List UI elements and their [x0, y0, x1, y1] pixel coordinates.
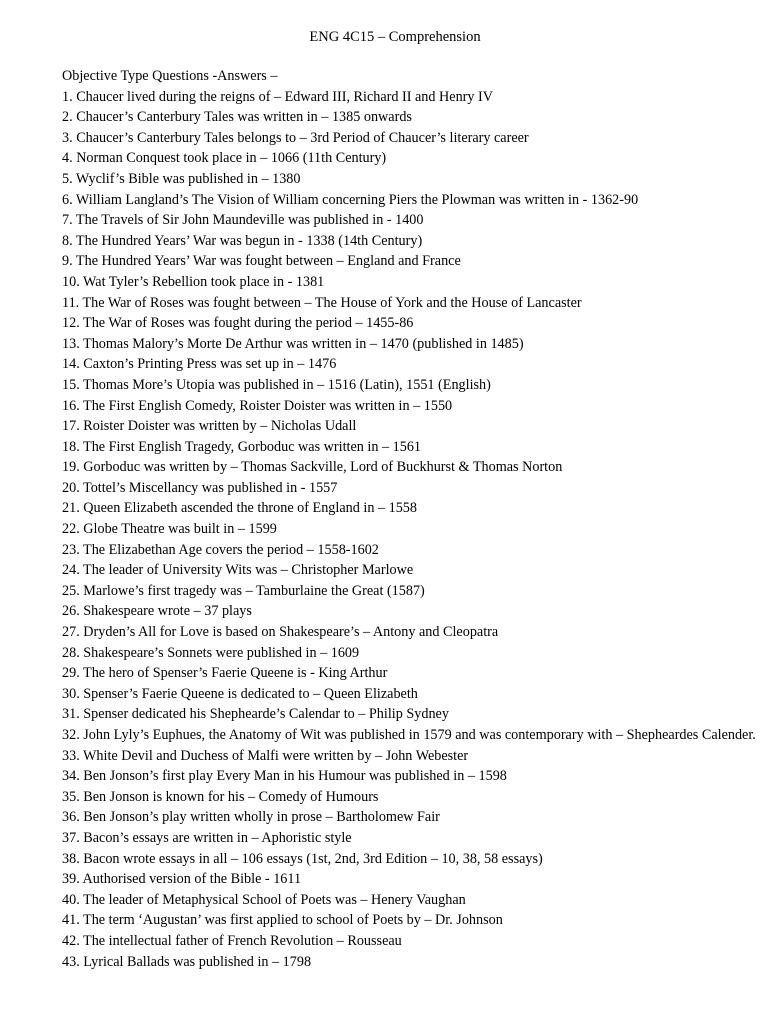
list-item: 9. The Hundred Years’ War was fought between – England and France	[62, 253, 461, 270]
list-item: 35. Ben Jonson is known for his – Comedy of Humours	[62, 788, 379, 805]
list-item: 34. Ben Jonson’s first play Every Man in his Humour was published in – 1598	[62, 768, 507, 785]
section-heading: Objective Type Questions -Answers –	[62, 68, 278, 84]
list-item: 2. Chaucer’s Canterbury Tales was written in – 1385 onwards	[62, 109, 412, 126]
list-item: 26. Shakespeare wrote – 37 plays	[62, 603, 252, 620]
list-item: 41. The term ‘Augustan’ was first applied to school of Poets by – Dr. Johnson	[62, 912, 503, 929]
list-item: 15. Thomas More’s Utopia was published in – 1516 (Latin), 1551 (English)	[62, 376, 491, 393]
list-item: 10. Wat Tyler’s Rebellion took place in - 1381	[62, 273, 325, 290]
list-item: 5. Wyclif’s Bible was published in – 1380	[62, 170, 301, 187]
list-item: 30. Spenser’s Faerie Queene is dedicated to – Queen Elizabeth	[62, 685, 418, 702]
list-item: 38. Bacon wrote essays in all – 106 essays (1st, 2nd, 3rd Edition – 10, 38, 58 essays)	[62, 850, 543, 867]
list-item: 11. The War of Roses was fought between – The House of York and the House of Lancaster	[62, 294, 582, 311]
list-item: 36. Ben Jonson’s play written wholly in prose – Bartholomew Fair	[62, 809, 440, 826]
list-item: 31. Spenser dedicated his Shephearde’s Calendar to – Philip Sydney	[62, 706, 449, 723]
list-item: 16. The First English Comedy, Roister Doister was written in – 1550	[62, 397, 453, 414]
list-item: 27. Dryden’s All for Love is based on Shakespeare’s – Antony and Cleopatra	[62, 624, 499, 641]
list-item: 24. The leader of University Wits was – Christopher Marlowe	[62, 562, 414, 579]
page-title: ENG 4C15 – Comprehension	[309, 29, 481, 45]
list-item: 17. Roister Doister was written by – Nicholas Udall	[62, 418, 357, 435]
list-item: 42. The intellectual father of French Revolution – Rousseau	[62, 932, 402, 949]
list-item: 39. Authorised version of the Bible - 1611	[62, 871, 302, 888]
answer-list	[62, 66, 762, 972]
list-item: 23. The Elizabethan Age covers the period – 1558-1602	[62, 541, 379, 558]
list-item: 22. Globe Theatre was built in – 1599	[62, 521, 277, 538]
list-item: 20. Tottel’s Miscellancy was published in - 1557	[62, 479, 338, 496]
list-item: 40. The leader of Metaphysical School of Poets was – Henery Vaughan	[62, 891, 466, 908]
list-item: 28. Shakespeare’s Sonnets were published in – 1609	[62, 644, 360, 661]
list-item: 19. Gorboduc was written by – Thomas Sackville, Lord of Buckhurst & Thomas Norton	[62, 459, 563, 476]
list-item: 25. Marlowe’s first tragedy was – Tamburlaine the Great (1587)	[62, 582, 425, 599]
list-item: 3. Chaucer’s Canterbury Tales belongs to – 3rd Period of Chaucer’s literary career	[62, 129, 529, 146]
list-item: 14. Caxton’s Printing Press was set up in – 1476	[62, 356, 337, 373]
list-item: 12. The War of Roses was fought during the period – 1455-86	[62, 315, 414, 332]
list-item: 6. William Langland’s The Vision of William concerning Piers the Plowman was written in - 1362-90	[62, 191, 639, 208]
list-item: 32. John Lyly’s Euphues, the Anatomy of Wit was published in 1579 and was contemporary with – Shepheardes Calender.	[62, 727, 756, 743]
list-item: 33. White Devil and Duchess of Malfi were written by – John Webester	[62, 747, 469, 764]
list-item: 21. Queen Elizabeth ascended the throne of England in – 1558	[62, 500, 417, 517]
list-item: 37. Bacon’s essays are written in – Aphoristic style	[62, 829, 352, 846]
list-item: 1. Chaucer lived during the reigns of – Edward III, Richard II and Henry IV	[62, 88, 494, 105]
list-item: 4. Norman Conquest took place in – 1066 (11th Century)	[62, 150, 387, 167]
list-item: 18. The First English Tragedy, Gorboduc was written in – 1561	[62, 438, 422, 455]
list-item: 13. Thomas Malory’s Morte De Arthur was written in – 1470 (published in 1485)	[62, 335, 524, 352]
list-item: 7. The Travels of Sir John Maundeville was published in - 1400	[62, 212, 424, 229]
list-item: 8. The Hundred Years’ War was begun in - 1338 (14th Century)	[62, 232, 423, 249]
list-item: 29. The hero of Spenser’s Faerie Queene is - King Arthur	[62, 665, 388, 682]
list-item: 43. Lyrical Ballads was published in – 1798	[62, 953, 312, 970]
